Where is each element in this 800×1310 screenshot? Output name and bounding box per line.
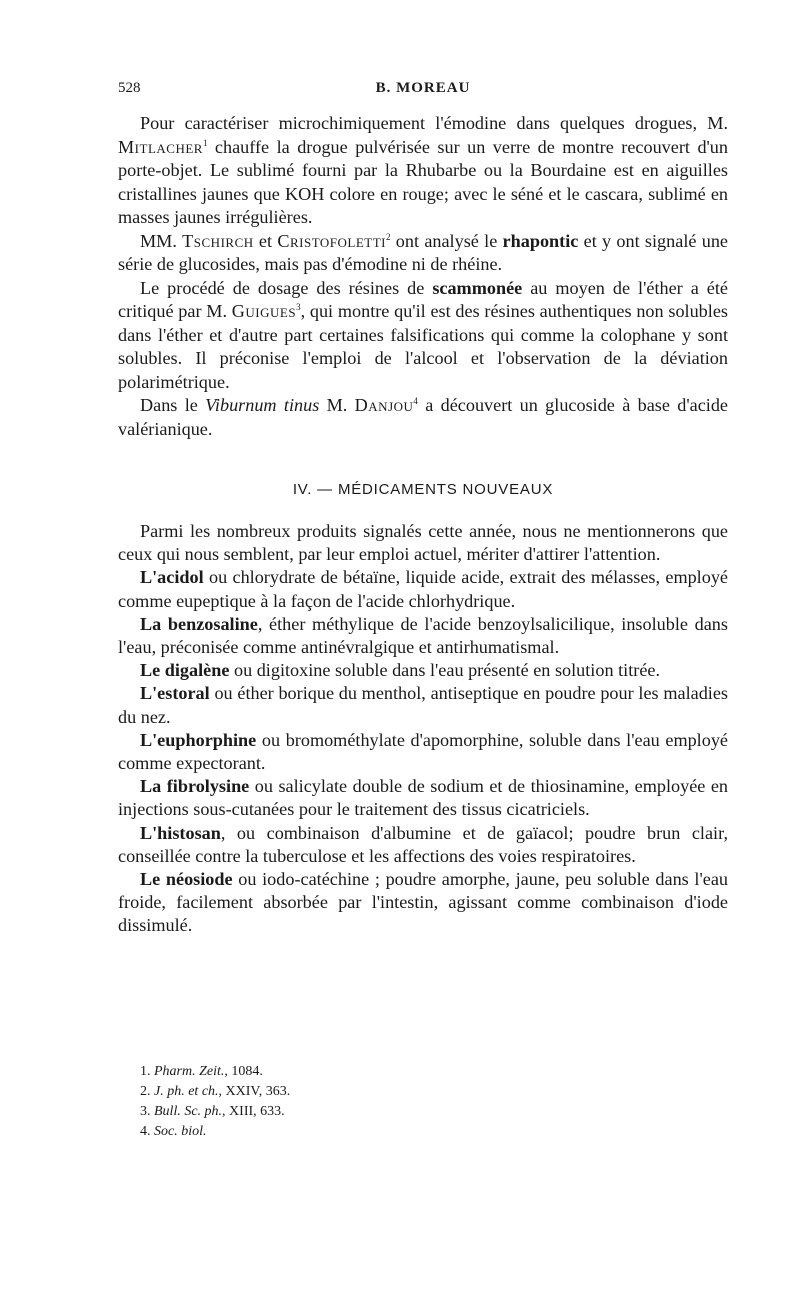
entry-text: ou éther borique du menthol, antiseptique en poudre pour les maladies du nez. bbox=[118, 683, 728, 727]
text-span: et bbox=[253, 230, 278, 251]
author-cristofoletti: Cristofoletti bbox=[277, 230, 387, 251]
paragraph-rhapontic bbox=[118, 230, 728, 277]
entry-name: L'acidol bbox=[140, 567, 204, 588]
text-span: Pour caractériser microchimiquement l'émodine dans quelques drogues, M. bbox=[140, 113, 728, 133]
text-span: a découvert un glucoside à base d'acide valérianique. bbox=[118, 395, 728, 439]
footnote-ref-3: 3 bbox=[296, 302, 301, 312]
entry-text: ou salicylate double de sodium et de thiosinamine, employée en injections sous-cutanées pour le traitement des tissus cicatriciels. bbox=[118, 776, 728, 820]
footnote-source: Pharm. Zeit. bbox=[154, 1064, 225, 1079]
footnote-ref-1: 1 bbox=[202, 137, 208, 148]
entry-name: L'euphorphine bbox=[140, 729, 257, 750]
entry-estoral bbox=[118, 682, 728, 728]
footnote-3 bbox=[140, 1102, 290, 1122]
footnote-ref-4: 4 bbox=[413, 396, 418, 406]
text-span: , qui montre qu'il est des résines authentiques non solubles dans l'éther et d'autre part certaines falsifications qui comme la colophane y sont solubles. Il préconise l'emploi de l'alcool et l'observation de la déviation polarimétrique. bbox=[118, 301, 728, 392]
entry-text: ou bromométhylate d'apomorphine, soluble dans l'eau employé comme expectorant. bbox=[118, 729, 728, 774]
footnote-number: 1. bbox=[140, 1064, 151, 1079]
term-scammonee: scammonée bbox=[432, 277, 523, 298]
species-name: Viburnum tinus bbox=[205, 395, 320, 415]
text-span: au moyen de l'éther a été critiqué par M. bbox=[118, 277, 728, 321]
entry-name: La benzosaline bbox=[140, 613, 258, 634]
entry-acidol bbox=[118, 566, 728, 612]
continued-text bbox=[118, 112, 728, 441]
entry-text: , ou combinaison d'albumine et de gaïacol; poudre brun clair, conseillée contre la tuberculose et les affections des voies respiratoires. bbox=[118, 822, 728, 866]
running-head: B. MOREAU bbox=[375, 80, 471, 96]
entry-text: ou digitoxine soluble dans l'eau présenté en solution titrée. bbox=[229, 660, 661, 681]
footnote-ref-2: 2 bbox=[386, 231, 391, 242]
entry-text: ou iodo-catéchine ; poudre amorphe, jaune, peu soluble dans l'eau froide, facilement absorbée par l'intestin, agissant comme combinaison d'iode dissimulé. bbox=[118, 869, 728, 936]
entry-digalene bbox=[118, 659, 728, 682]
entry-euphorphine bbox=[118, 729, 728, 775]
text-span: et y ont signalé une série de glucosides, mais pas d'émodine ni de rhéine. bbox=[118, 230, 728, 274]
text-span: ont analysé le bbox=[390, 230, 503, 251]
entry-name: L'estoral bbox=[140, 683, 210, 704]
page-header bbox=[118, 80, 728, 102]
footnote-source: J. ph. et ch. bbox=[154, 1084, 219, 1099]
author-danjou: Danjou bbox=[354, 395, 414, 415]
text-span: M. bbox=[319, 395, 355, 415]
text-span: MM. bbox=[140, 230, 183, 251]
paragraph-scammonee bbox=[118, 277, 728, 395]
section-heading: IV. — MÉDICAMENTS NOUVEAUX bbox=[292, 481, 554, 498]
author-tschirch: Tschirch bbox=[182, 230, 254, 251]
footnote-number: 4. bbox=[140, 1124, 151, 1139]
author-guigues: Guigues bbox=[231, 301, 297, 321]
entry-benzosaline bbox=[118, 613, 728, 659]
footnote-number: 2. bbox=[140, 1084, 151, 1099]
term-rhapontic: rhapontic bbox=[502, 230, 579, 251]
entry-name: Le digalène bbox=[140, 660, 230, 681]
footnotes bbox=[140, 1062, 290, 1142]
footnote-2 bbox=[140, 1082, 290, 1102]
section-intro: Parmi les nombreux produits signalés cette année, nous ne mentionnerons que ceux qui nous semblent, par leur emploi actuel, mériter d'attirer l'attention. bbox=[118, 521, 728, 565]
footnote-ref: , 1084. bbox=[224, 1064, 263, 1079]
entry-histosan bbox=[118, 822, 728, 868]
footnote-1 bbox=[140, 1062, 290, 1082]
paragraph-viburnum bbox=[118, 394, 728, 441]
footnote-ref: , XXIV, 363. bbox=[218, 1084, 291, 1099]
entry-name: La fibrolysine bbox=[140, 776, 250, 797]
entry-text: , éther méthylique de l'acide benzoylsalicilique, insoluble dans l'eau, préconisée comme antinévralgique et antirhumatismal. bbox=[118, 613, 728, 658]
entry-name: Le néosiode bbox=[140, 869, 233, 890]
footnote-ref: , XIII, 633. bbox=[222, 1104, 285, 1119]
footnote-number: 3. bbox=[140, 1104, 151, 1119]
entry-text: ou chlorydrate de bétaïne, liquide acide, extrait des mélasses, employé comme eupeptique à la façon de l'acide chlorhydrique. bbox=[118, 567, 728, 611]
paragraph-emodine bbox=[118, 112, 728, 230]
text-span: Le procédé de dosage des résines de bbox=[140, 277, 433, 298]
entry-name: L'histosan bbox=[140, 822, 221, 843]
entry-fibrolysine bbox=[118, 775, 728, 821]
author-mitlacher: Mitlacher bbox=[118, 136, 203, 157]
footnote-source: Soc. biol. bbox=[154, 1124, 207, 1139]
text-span: Dans le bbox=[140, 395, 206, 415]
footnote-source: Bull. Sc. ph. bbox=[154, 1104, 223, 1119]
footnote-4 bbox=[140, 1122, 290, 1142]
page-number: 528 bbox=[118, 80, 141, 96]
section-body bbox=[118, 520, 728, 938]
text-span: chauffe la drogue pulvérisée sur un verre de montre recouvert d'un porte-objet. Le sublimé fourni par la Rhubarbe ou la Bourdaine est en aiguilles cristallines jaunes que KOH colore en rouge; avec le séné et le cascara, sublimé en masses jaunes irrégulières. bbox=[118, 136, 728, 227]
entry-neosiode bbox=[118, 868, 728, 938]
